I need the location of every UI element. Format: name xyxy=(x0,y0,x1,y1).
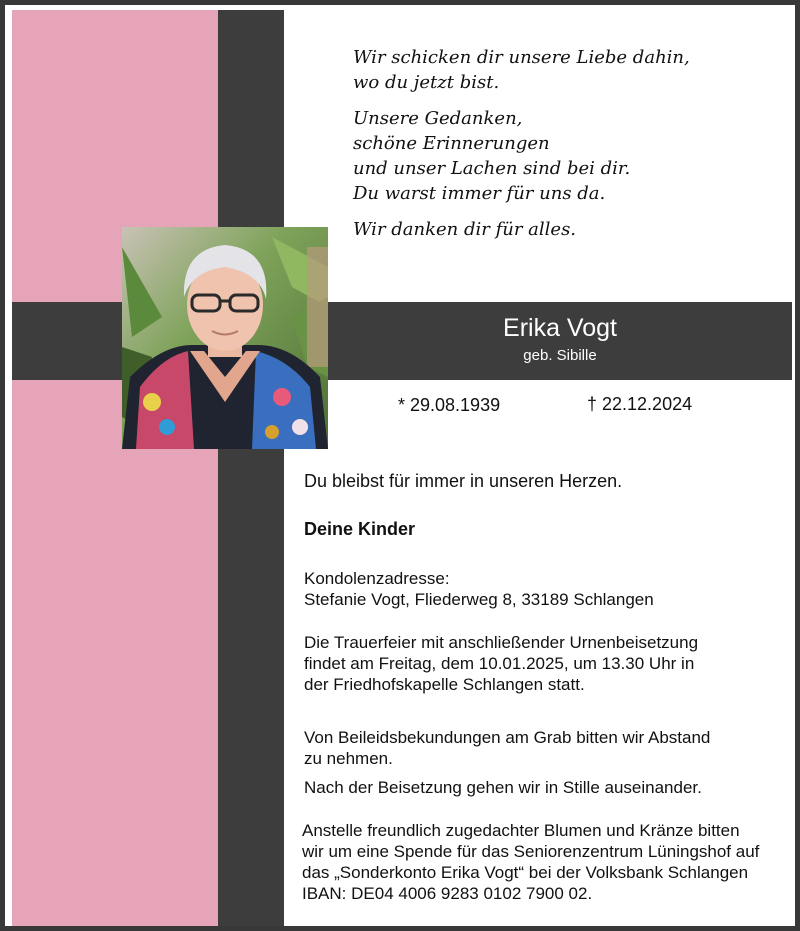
poem-line: wo du jetzt bist. xyxy=(353,72,500,93)
poem-line: Unsere Gedanken, xyxy=(353,108,523,129)
death-date: † 22.12.2024 xyxy=(587,394,693,414)
poem-line: schöne Erinnerungen xyxy=(353,133,550,154)
text-line: wir um eine Spende für das Seniorenzentrum Lüningshof auf xyxy=(302,842,760,861)
text-line: Die Trauerfeier mit anschließender Urnenbeisetzung xyxy=(304,633,699,652)
text-line: findet am Freitag, dem 10.01.2025, um 13.30 Uhr in xyxy=(304,654,695,673)
cross-vertical-top xyxy=(218,10,284,227)
poem xyxy=(353,45,783,253)
poem-line: Du warst immer für uns da. xyxy=(353,183,606,204)
poem-line: Wir danken dir für alles. xyxy=(353,219,577,240)
poem-line: und unser Lachen sind bei dir. xyxy=(353,158,631,179)
portrait-photo xyxy=(122,227,328,449)
donation-request xyxy=(302,820,759,904)
cross-vertical-bottom xyxy=(218,449,284,927)
condolence-address xyxy=(304,568,654,610)
poem-stanza-1 xyxy=(353,45,783,95)
text-line: Kondolenzadresse: xyxy=(304,569,450,588)
farewell-text: Du bleibst für immer in unseren Herzen. xyxy=(304,471,623,491)
funeral-info xyxy=(304,632,698,695)
text-line: Stefanie Vogt, Fliederweg 8, 33189 Schlangen xyxy=(304,590,654,609)
poem-line: Wir schicken dir unsere Liebe dahin, xyxy=(353,47,690,68)
poem-stanza-3 xyxy=(353,217,783,242)
condolence-request xyxy=(304,727,710,769)
text-line: Von Beileidsbekundungen am Grab bitten wir Abstand xyxy=(304,728,711,747)
pink-panel xyxy=(12,10,218,927)
maiden-name: geb. Sibille xyxy=(523,347,597,364)
text-line: der Friedhofskapelle Schlangen statt. xyxy=(304,675,585,694)
after-burial-note: Nach der Beisetzung gehen wir in Stille auseinander. xyxy=(304,778,702,797)
text-line: das „Sonderkonto Erika Vogt“ bei der Volksbank Schlangen xyxy=(302,863,749,882)
text-line: Anstelle freundlich zugedachter Blumen und Kränze bitten xyxy=(302,821,740,840)
signature: Deine Kinder xyxy=(304,519,416,539)
text-line: IBAN: DE04 4006 9283 0102 7900 02. xyxy=(302,884,593,903)
text-line: zu nehmen. xyxy=(304,749,393,768)
poem-stanza-2 xyxy=(353,106,783,206)
birth-date: * 29.08.1939 xyxy=(398,395,501,415)
deceased-name: Erika Vogt xyxy=(503,314,617,342)
